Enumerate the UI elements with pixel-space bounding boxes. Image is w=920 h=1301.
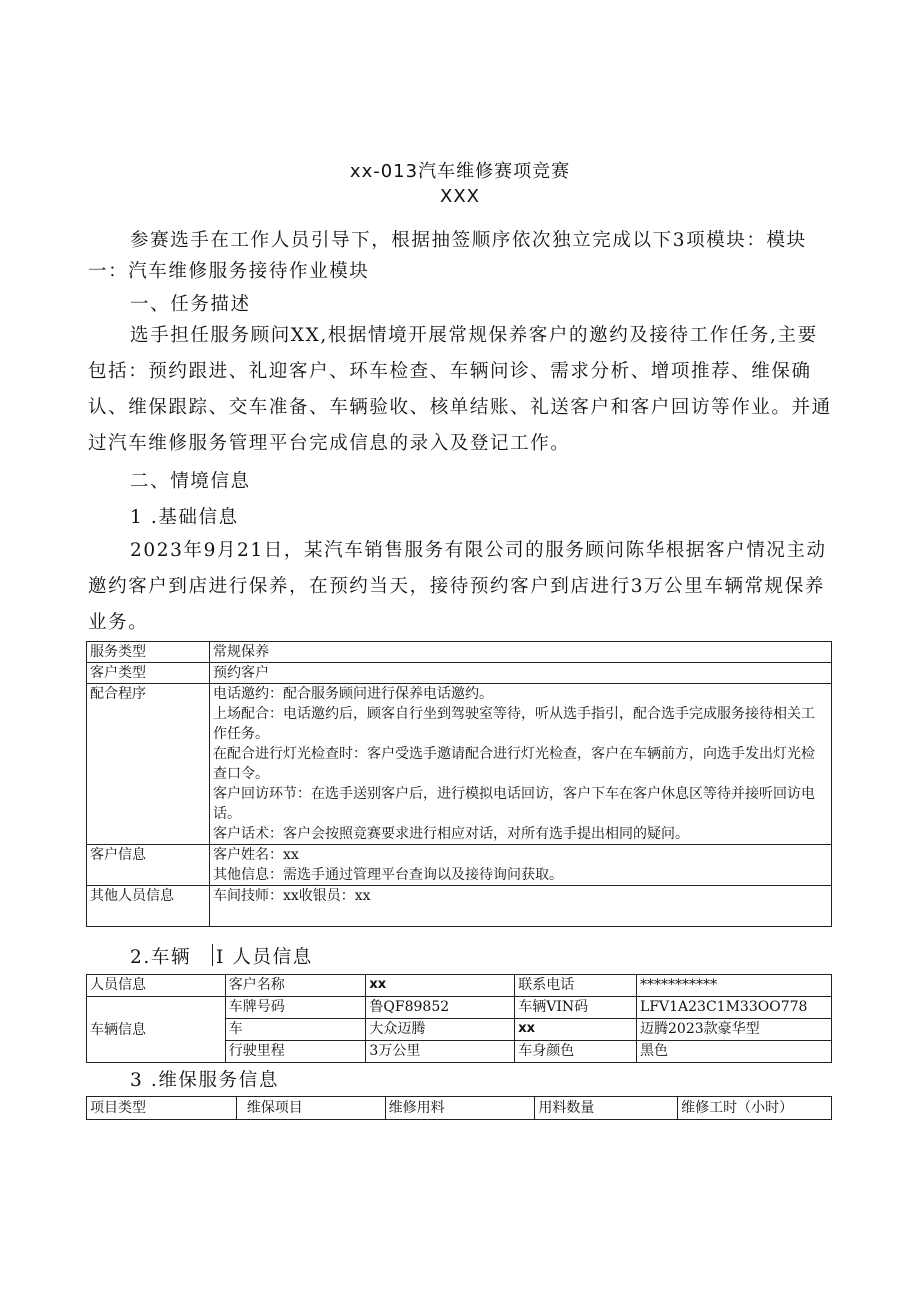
plate-value: 鲁QF89852 — [366, 997, 515, 1019]
model-value: 迈腾2023款豪华型 — [637, 1019, 832, 1041]
column-header: 维修工时（小时） — [678, 1097, 832, 1120]
customer-name-line: 客户姓名：xx — [213, 847, 299, 863]
table-row — [87, 886, 832, 927]
table-value: 预约客户 — [210, 663, 832, 684]
section2-2-heading-a: 2.车辆 — [130, 947, 192, 968]
table-label: 服务类型 — [87, 642, 210, 663]
section2-sub1: 1 .基础信息 — [130, 507, 239, 528]
table-row — [87, 642, 832, 663]
table-value-multiline — [210, 845, 832, 886]
table-row — [87, 975, 832, 997]
color-label: 车身颜色 — [515, 1041, 637, 1063]
table-row — [87, 845, 832, 886]
customer-name-value: xx — [366, 975, 515, 997]
car-value: 大众迈腾 — [366, 1019, 515, 1041]
section2-2-heading-b: I 人员信息 — [216, 947, 313, 968]
table-value: 车间技师：xx收银员：xx — [210, 886, 832, 927]
service-info-table — [86, 641, 832, 927]
person-info-label: 人员信息 — [87, 975, 226, 997]
table-row — [87, 684, 832, 845]
table-header-row — [87, 1097, 832, 1120]
column-header: 项目类型 — [87, 1097, 237, 1120]
intro-line-1: 参赛选手在工作人员引导下，根据抽签顺序依次独立完成以下3项模块：模块 — [130, 230, 807, 251]
customer-other-line: 其他信息：需选手通过管理平台查询以及接待询问获取。 — [213, 867, 563, 883]
section1-body: 选手担任服务顾问XX,根据情境开展常规保养客户的邀约及接待工作任务,主要包括：预约跟进、礼迎客户、环车检查、车辆问诊、需求分析、增项推荐、维保确认、维保跟踪、交车准备、车辆验收、核单结账、礼送客户和客户回访等作业。并通过汽车维修服务管理平台完成信息的录入及登记工作。 — [88, 325, 832, 454]
table-label: 配合程序 — [87, 684, 210, 845]
vehicle-info-label: 车辆信息 — [87, 997, 226, 1063]
column-header: 维修用料 — [385, 1097, 535, 1120]
color-value: 黑色 — [637, 1041, 832, 1063]
table-value-multiline — [210, 684, 832, 845]
procedure-line: 客户话术：客户会按照竞赛要求进行相应对话，对所有选手提出相同的疑问。 — [213, 826, 689, 842]
mileage-label: 行驶里程 — [225, 1041, 366, 1063]
table-label: 客户信息 — [87, 845, 210, 886]
vin-value: LFV1A23C1M33OO778 — [637, 997, 832, 1019]
intro-line-2: 一：汽车维修服务接待作业模块 — [88, 261, 370, 282]
table-row — [87, 663, 832, 684]
mileage-value: 3万公里 — [366, 1041, 515, 1063]
table-label: 客户类型 — [87, 663, 210, 684]
procedure-line: 上场配合：电话邀约后，顾客自行坐到驾驶室等待，听从选手指引，配合选手完成服务接待相关工作任务。 — [213, 706, 815, 742]
vin-label: 车辆VIN码 — [515, 997, 637, 1019]
section2-body: 2023年9月21日，某汽车销售服务有限公司的服务顾问陈华根据客户情况主动邀约客户到店进行保养，在预约当天，接待预约客户到店进行3万公里车辆常规保养业务。 — [88, 540, 827, 633]
procedure-line: 在配合进行灯光检查时：客户受选手邀请配合进行灯光检查，客户在车辆前方，向选手发出灯光检查口令。 — [213, 746, 815, 782]
car-extra: xx — [515, 1019, 637, 1041]
column-header: 维保项目 — [236, 1097, 385, 1120]
procedure-line: 电话邀约：配合服务顾问进行保养电话邀约。 — [213, 686, 493, 702]
phone-label: 联系电话 — [515, 975, 637, 997]
divider — [212, 944, 213, 966]
car-label: 车 — [225, 1019, 366, 1041]
table-label: 其他人员信息 — [87, 886, 210, 927]
page-title: xx-013汽车维修赛项竞赛 — [349, 161, 571, 182]
column-header: 用料数量 — [535, 1097, 678, 1120]
table-value: 常规保养 — [210, 642, 832, 663]
page-subtitle: XXX — [440, 186, 480, 207]
plate-label: 车牌号码 — [225, 997, 366, 1019]
section1-heading: 一、任务描述 — [130, 294, 251, 315]
section2-3-heading: 3 .维保服务信息 — [130, 1070, 279, 1091]
phone-value: *********** — [637, 975, 832, 997]
customer-name-label: 客户名称 — [225, 975, 366, 997]
table-row — [87, 997, 832, 1019]
person-vehicle-table — [86, 974, 832, 1063]
section2-heading: 二、情境信息 — [130, 471, 251, 492]
maintenance-table — [86, 1096, 832, 1120]
procedure-line: 客户回访环节：在选手送别客户后，进行模拟电话回访，客户下车在客户休息区等待并接听回访电话。 — [213, 786, 815, 822]
